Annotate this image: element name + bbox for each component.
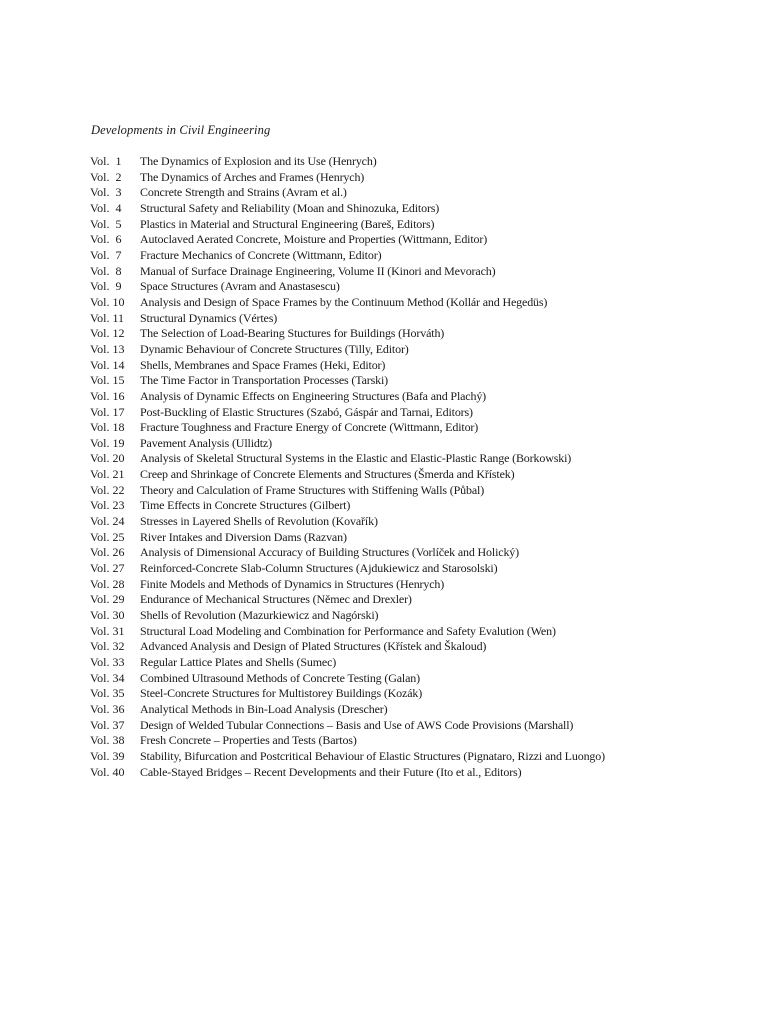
volume-list-item [90,655,760,671]
volume-list-item [90,185,760,201]
volume-list-item [90,530,760,546]
volume-number: Vol. 2 [90,169,122,184]
volume-number: Vol. 39 [90,748,125,763]
volume-number: Vol. 8 [90,263,122,278]
volume-title: Regular Lattice Plates and Shells (Sumec) [140,655,337,669]
volume-list-item [90,718,760,734]
volume-list [90,154,760,780]
volume-title: Stability, Bifurcation and Postcritical Behaviour of Elastic Structures (Pignataro, Rizzi and Luongo) [140,748,605,763]
volume-list-item [90,311,760,327]
volume-list-item [90,451,760,467]
volume-title: Stresses in Layered Shells of Revolution (Kovařík) [140,514,378,529]
volume-number: Vol. 23 [90,498,125,513]
volume-number: Vol. 32 [90,639,125,654]
volume-title: Reinforced-Concrete Slab-Column Structures (Ajdukiewicz and Starosolski) [140,561,498,576]
volume-list-item [90,420,760,436]
volume-list-item [90,686,760,702]
volume-number: Vol. 28 [90,576,125,591]
volume-title: Combined Ultrasound Methods of Concrete Testing (Galan) [140,670,420,685]
volume-title: The Dynamics of Explosion and its Use (Henrych) [140,154,377,168]
volume-number: Vol. 22 [90,482,125,497]
volume-number: Vol. 31 [90,623,125,638]
volume-number: Vol. 27 [90,561,125,576]
volume-list-item [90,389,760,405]
volume-title: Steel-Concrete Structures for Multistorey Buildings (Kozák) [140,686,423,701]
volume-title: Analysis of Dynamic Effects on Engineering Structures (Bafa and Plachý) [140,388,487,403]
volume-title: Post-Buckling of Elastic Structures (Szabó, Gáspár and Tarnai, Editors) [140,404,473,419]
volume-title: Structural Safety and Reliability (Moan and Shinozuka, Editors) [140,200,440,215]
volume-title: The Time Factor in Transportation Processes (Tarski) [140,373,389,388]
volume-list-item [90,577,760,593]
volume-title: Concrete Strength and Strains (Avram et al.) [140,185,347,200]
volume-number: Vol. 10 [90,294,125,309]
volume-title: The Dynamics of Arches and Frames (Henrych) [140,169,365,184]
volume-title: Dynamic Behaviour of Concrete Structures (Tilly, Editor) [140,341,409,356]
volume-number: Vol. 4 [90,200,122,215]
volume-list-item [90,279,760,295]
volume-title: Shells of Revolution (Mazurkiewicz and Nagórski) [140,608,379,623]
volume-number: Vol. 34 [90,670,125,685]
volume-number: Vol. 40 [90,764,125,779]
volume-number: Vol. 15 [90,373,125,388]
volume-list-item [90,201,760,217]
volume-number: Vol. 35 [90,686,125,701]
volume-title: Fracture Mechanics of Concrete (Wittmann, Editor) [140,247,382,262]
volume-list-item [90,248,760,264]
volume-list-item [90,561,760,577]
volume-list-item [90,545,760,561]
volume-list-item [90,702,760,718]
volume-number: Vol. 25 [90,529,125,544]
volume-number: Vol. 11 [90,310,125,325]
volume-list-item [90,483,760,499]
volume-list-item [90,592,760,608]
volume-list-item [90,498,760,514]
volume-list-item [90,467,760,483]
volume-list-item [90,608,760,624]
volume-number: Vol. 33 [90,655,125,669]
volume-title: Autoclaved Aerated Concrete, Moisture and Properties (Wittmann, Editor) [140,232,488,247]
volume-title: Cable-Stayed Bridges – Recent Developments and their Future (Ito et al., Editors) [140,764,522,779]
volume-title: Finite Models and Methods of Dynamics in Structures (Henrych) [140,576,445,591]
volume-number: Vol. 30 [90,608,125,623]
volume-list-item [90,624,760,640]
volume-title: Theory and Calculation of Frame Structures with Stiffening Walls (Půbal) [140,482,485,497]
volume-list-item [90,358,760,374]
volume-title: Analytical Methods in Bin-Load Analysis (Drescher) [140,701,388,716]
volume-number: Vol. 24 [90,514,125,529]
volume-title: Creep and Shrinkage of Concrete Elements and Structures (Šmerda and Křístek) [140,467,515,482]
volume-title: Endurance of Mechanical Structures (Němec and Drexler) [140,592,412,607]
volume-list-item [90,373,760,389]
volume-list-item [90,295,760,311]
volume-list-item [90,749,760,765]
series-title: Developments in Civil Engineering [91,123,271,137]
volume-list-item [90,342,760,358]
volume-list-item [90,639,760,655]
volume-list-item [90,514,760,530]
volume-number: Vol. 13 [90,341,125,356]
volume-number: Vol. 1 [90,154,122,168]
volume-title: Analysis of Skeletal Structural Systems in the Elastic and Elastic-Plastic Range (Borkowski) [140,451,572,466]
volume-list-item [90,765,760,781]
volume-number: Vol. 12 [90,326,125,341]
volume-number: Vol. 18 [90,420,125,435]
volume-number: Vol. 38 [90,733,125,748]
volume-title: The Selection of Load-Bearing Stuctures for Buildings (Horváth) [140,326,445,341]
volume-number: Vol. 17 [90,404,125,419]
volume-title: Structural Dynamics (Vértes) [140,310,278,325]
volume-title: Manual of Surface Drainage Engineering, Volume II (Kinori and Mevorach) [140,263,496,278]
volume-number: Vol. 20 [90,451,125,466]
volume-title: River Intakes and Diversion Dams (Razvan) [140,529,347,544]
volume-number: Vol. 29 [90,592,125,607]
volume-list-item [90,405,760,421]
volume-number: Vol. 37 [90,717,125,732]
volume-title: Shells, Membranes and Space Frames (Heki, Editor) [140,357,386,372]
volume-number: Vol. 26 [90,545,125,560]
volume-number: Vol. 19 [90,435,125,450]
volume-list-item [90,170,760,186]
volume-list-item [90,232,760,248]
volume-list-item [90,436,760,452]
volume-number: Vol. 7 [90,247,122,262]
volume-number: Vol. 21 [90,467,125,482]
volume-number: Vol. 16 [90,388,125,403]
volume-title: Space Structures (Avram and Anastasescu) [140,279,340,294]
volume-number: Vol. 14 [90,357,125,372]
volume-title: Fresh Concrete – Properties and Tests (Bartos) [140,733,357,748]
volume-number: Vol. 36 [90,701,125,716]
volume-title: Design of Welded Tubular Connections – Basis and Use of AWS Code Provisions (Marshall) [140,717,574,732]
volume-title: Analysis of Dimensional Accuracy of Building Structures (Vorlíček and Holický) [140,545,519,560]
volume-number: Vol. 6 [90,232,122,247]
volume-title: Analysis and Design of Space Frames by the Continuum Method (Kollár and Hegedüs) [140,294,548,309]
volume-number: Vol. 5 [90,216,122,231]
volume-title: Structural Load Modeling and Combination for Performance and Safety Evalution (Wen) [140,623,556,638]
volume-title: Time Effects in Concrete Structures (Gilbert) [140,498,351,513]
volume-title: Fracture Toughness and Fracture Energy of Concrete (Wittmann, Editor) [140,420,479,435]
volume-list-item [90,264,760,280]
volume-title: Pavement Analysis (Ullidtz) [140,435,272,450]
volume-number: Vol. 3 [90,185,122,200]
volume-list-item [90,671,760,687]
volume-title: Plastics in Material and Structural Engineering (Bareš, Editors) [140,216,435,231]
volume-title: Advanced Analysis and Design of Plated Structures (Křístek and Škaloud) [140,639,487,654]
volume-list-item [90,154,760,170]
volume-list-item [90,326,760,342]
volume-list-item [90,733,760,749]
volume-number: Vol. 9 [90,279,122,294]
volume-list-item [90,217,760,233]
